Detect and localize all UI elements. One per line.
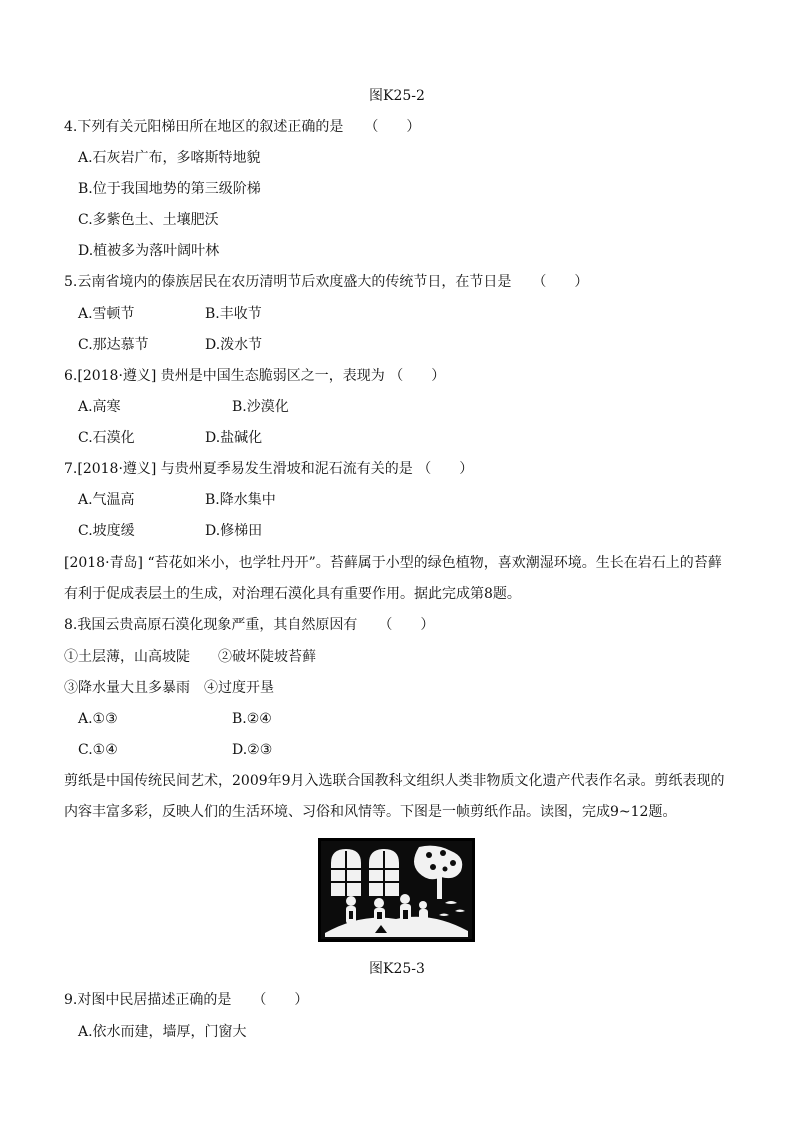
q6-option-b: B.沙漠化 xyxy=(232,399,289,415)
passage-paper-cutting: 剪纸是中国传统民间艺术，2009年9月入选联合国教科文组织人类非物质文化遗产代表作名录。剪纸表现的内容丰富多彩，反映人们的生活环境、习俗和风情等。下图是一帧剪纸作品。读图，完成9~12题。 xyxy=(64,773,725,820)
q8-option-d: D.②③ xyxy=(232,742,273,758)
q4-option-d: D.植被多为落叶阔叶林 xyxy=(78,243,220,259)
q8-option-a: A.①③ xyxy=(78,711,118,727)
question-9-stem: 9.对图中民居描述正确的是 （ ） xyxy=(64,992,309,1008)
q8-item-row-1: ①土层薄，山高坡陡 ②破坏陡坡苔藓 xyxy=(64,649,316,665)
q5-option-c: C.那达慕节 xyxy=(78,337,149,353)
q4-option-a: A.石灰岩广布，多喀斯特地貌 xyxy=(78,150,261,166)
q6-option-c: C.石漠化 xyxy=(78,430,135,446)
paper-cutting-image xyxy=(318,838,475,942)
q4-option-b: B.位于我国地势的第三级阶梯 xyxy=(78,181,261,197)
q7-option-c: C.坡度缓 xyxy=(78,523,135,539)
q7-option-d: D.修梯田 xyxy=(205,523,263,539)
question-4-stem: 4.下列有关元阳梯田所在地区的叙述正确的是 （ ） xyxy=(64,119,421,135)
q5-option-b: B.丰收节 xyxy=(205,306,262,322)
q8-option-b: B.②④ xyxy=(232,711,272,727)
paper-cutting-artwork xyxy=(321,841,472,939)
figure-caption-bottom: 图K25-3 xyxy=(369,961,425,977)
question-6-stem: 6.[2018·遵义] 贵州是中国生态脆弱区之一，表现为 （ ） xyxy=(64,368,446,384)
q8-option-c: C.①④ xyxy=(78,742,118,758)
passage-moss: [2018·青岛] “苔花如米小，也学牡丹开”。苔藓属于小型的绿色植物，喜欢潮湿环境。生长在岩石上的苔藓有利于促成表层土的生成，对治理石漠化具有重要作用。据此完成第8题。 xyxy=(64,555,722,602)
q8-item-row-2: ③降水量大且多暴雨 ④过度开垦 xyxy=(64,680,274,696)
question-7-stem: 7.[2018·遵义] 与贵州夏季易发生滑坡和泥石流有关的是 （ ） xyxy=(64,461,474,477)
q7-option-a: A.气温高 xyxy=(78,492,135,508)
figure-caption-top: 图K25-2 xyxy=(369,88,425,104)
q4-option-c: C.多紫色土、土壤肥沃 xyxy=(78,212,219,228)
q6-option-a: A.高寒 xyxy=(78,399,121,415)
q9-option-a: A.依水而建，墙厚，门窗大 xyxy=(78,1024,247,1040)
q6-option-d: D.盐碱化 xyxy=(205,430,263,446)
question-5-stem: 5.云南省境内的傣族居民在农历清明节后欢度盛大的传统节日，在节日是 （ ） xyxy=(64,274,589,290)
question-8-stem: 8.我国云贵高原石漠化现象严重，其自然原因有 （ ） xyxy=(64,617,435,633)
q5-option-d: D.泼水节 xyxy=(205,337,263,353)
q7-option-b: B.降水集中 xyxy=(205,492,276,508)
q5-option-a: A.雪顿节 xyxy=(78,306,135,322)
